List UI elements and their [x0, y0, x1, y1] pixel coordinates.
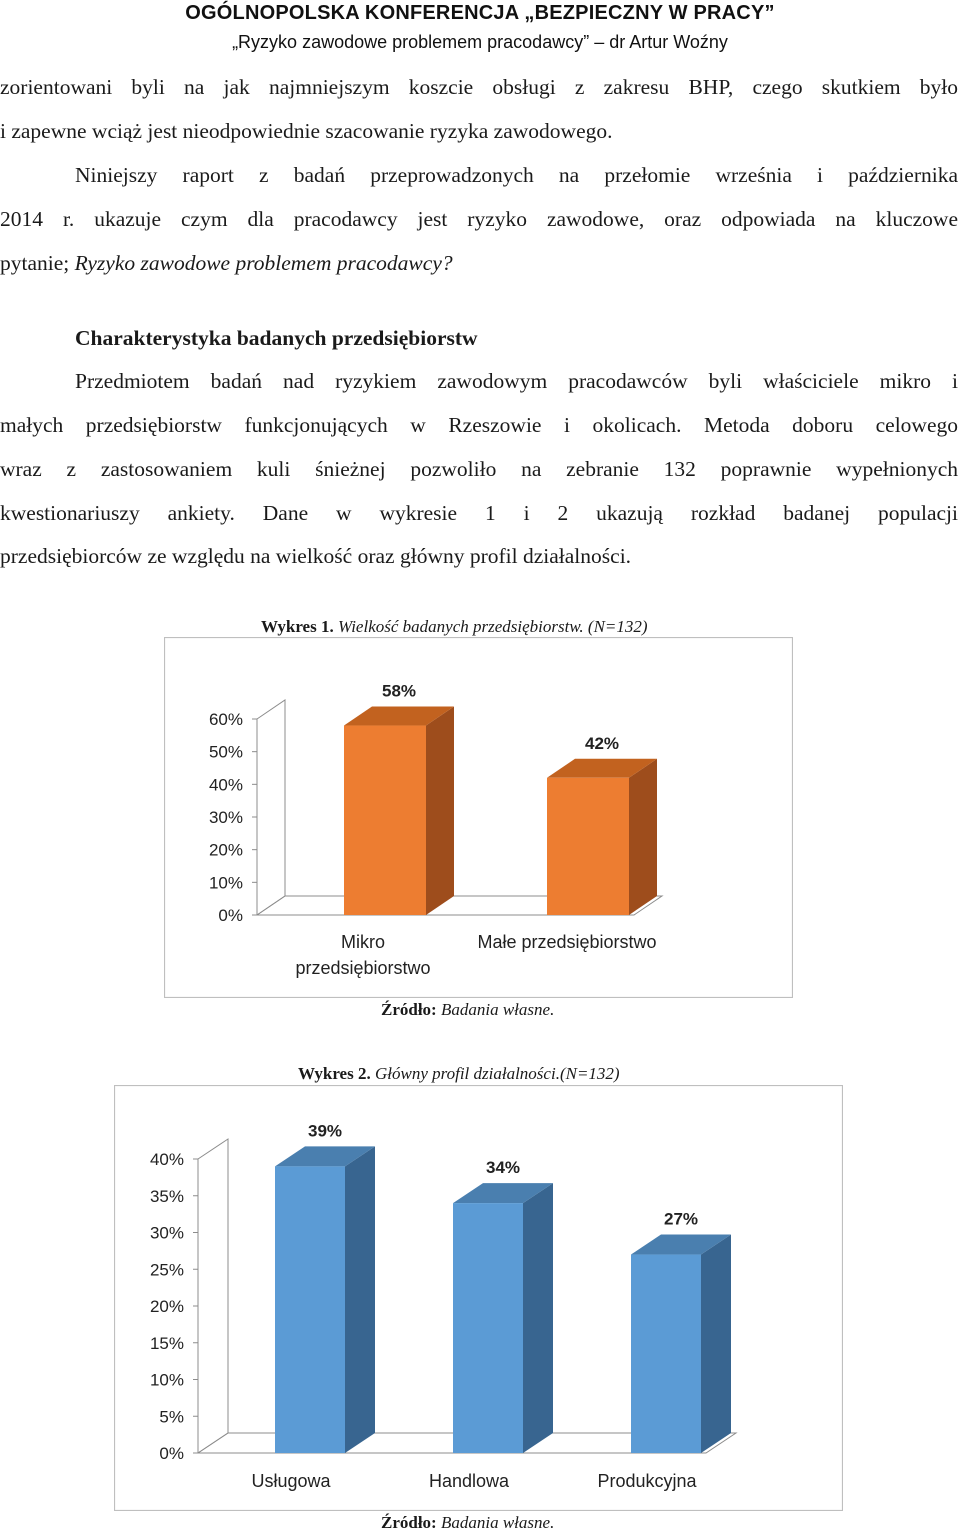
bar-side	[426, 707, 454, 915]
figure-2-source-text: Badania własne.	[440, 1513, 555, 1532]
figure-1-caption	[261, 617, 648, 637]
y-tick-label: 0%	[159, 1444, 184, 1463]
section-heading: Charakterystyka badanych przedsiębiorstw	[75, 326, 478, 350]
paragraph-line: kwestionariuszy ankiety. Dane w wykresie 1 i 2 ukazują rozkład badanej populacji	[0, 501, 958, 525]
paragraph-line	[0, 249, 958, 277]
data-label: 39%	[307, 1121, 343, 1141]
x-category-label: przedsiębiorstwo	[295, 958, 431, 978]
paragraph-text: pytanie;	[0, 251, 75, 275]
paragraph-italic-question: Ryzyko zawodowe problemem pracodawcy?	[74, 251, 453, 275]
y-tick-label: 35%	[149, 1186, 184, 1206]
x-category-label: Handlowa	[428, 1471, 510, 1491]
y-tick-label: 40%	[208, 775, 243, 795]
paragraph-line: 2014 r. ukazuje czym dla pracodawcy jest ryzyko zawodowe, oraz odpowiada na kluczowe	[0, 207, 958, 231]
y-tick-label: 25%	[149, 1260, 184, 1280]
conference-subtitle: „Ryzyko zawodowe problemem pracodawcy” – dr Artur Woźny	[232, 32, 728, 52]
paragraph-line: przedsiębiorców ze względu na wielkość oraz główny profil działalności.	[0, 544, 632, 568]
x-category-label: Małe przedsiębiorstwo	[477, 932, 657, 952]
x-category-label: Produkcyjna	[597, 1471, 697, 1491]
data-label: 42%	[584, 733, 620, 753]
paragraph-line: zorientowani byli na jak najmniejszym koszcie obsługi z zakresu BHP, czego skutkiem było	[0, 75, 958, 99]
bar	[631, 1255, 701, 1453]
y-tick-label: 20%	[208, 840, 243, 860]
figure-2-caption-label: Wykres 2.	[298, 1064, 371, 1083]
y-tick-label: 5%	[159, 1407, 184, 1427]
data-label: 27%	[663, 1209, 699, 1229]
figure-1-source-text: Badania własne.	[440, 1000, 555, 1019]
y-tick-label: 50%	[208, 742, 243, 762]
x-category-label: Usługowa	[251, 1471, 331, 1491]
figure-2-caption-text: Główny profil działalności.(N=132)	[374, 1064, 620, 1083]
bar-side	[345, 1146, 375, 1453]
bar-side	[629, 759, 657, 915]
figure-1-caption-text: Wielkość badanych przedsiębiorstw. (N=132)	[337, 617, 648, 636]
paragraph-line: Niniejszy raport z badań przeprowadzonych na przełomie września i października	[75, 163, 958, 187]
figure-1-source	[381, 1000, 554, 1020]
figure-2-caption	[298, 1064, 620, 1084]
figure-2-source	[381, 1513, 554, 1533]
bar-side	[701, 1235, 731, 1453]
paragraph-line: Przedmiotem badań nad ryzykiem zawodowym pracodawców byli właściciele mikro i	[75, 369, 958, 393]
bar	[275, 1166, 345, 1453]
conference-title: OGÓLNOPOLSKA KONFERENCJA „BEZPIECZNY W PRACY”	[185, 2, 775, 24]
data-label: 58%	[381, 681, 417, 701]
y-tick-label: 30%	[208, 808, 243, 827]
y-tick-label: 15%	[149, 1333, 184, 1353]
figure-1-source-label: Źródło:	[381, 1000, 437, 1019]
figure-1-caption-label: Wykres 1.	[261, 617, 334, 636]
chart-company-size	[164, 637, 793, 998]
chart-business-profile	[114, 1085, 843, 1511]
x-category-label: Mikro	[341, 932, 385, 952]
y-tick-label: 10%	[208, 873, 243, 893]
bar	[344, 726, 426, 915]
data-label: 34%	[485, 1158, 521, 1178]
y-tick-label: 10%	[149, 1370, 184, 1390]
bar	[547, 778, 629, 915]
y-tick-label: 60%	[208, 710, 243, 729]
y-tick-label: 20%	[149, 1297, 184, 1316]
y-tick-label: 0%	[218, 906, 243, 925]
y-tick-label: 30%	[149, 1223, 184, 1243]
bar	[453, 1203, 523, 1453]
bar-side	[523, 1183, 553, 1453]
figure-2-source-label: Źródło:	[381, 1513, 437, 1532]
paragraph-line: małych przedsiębiorstw funkcjonujących w Rzeszowie i okolicach. Metoda doboru celowego	[0, 413, 958, 437]
paragraph-line: wraz z zastosowaniem kuli śnieżnej pozwoliło na zebranie 132 poprawnie wypełnionych	[0, 457, 958, 481]
y-tick-label: 40%	[149, 1150, 184, 1169]
paragraph-line: i zapewne wciąż jest nieodpowiednie szacowanie ryzyka zawodowego.	[0, 119, 613, 143]
